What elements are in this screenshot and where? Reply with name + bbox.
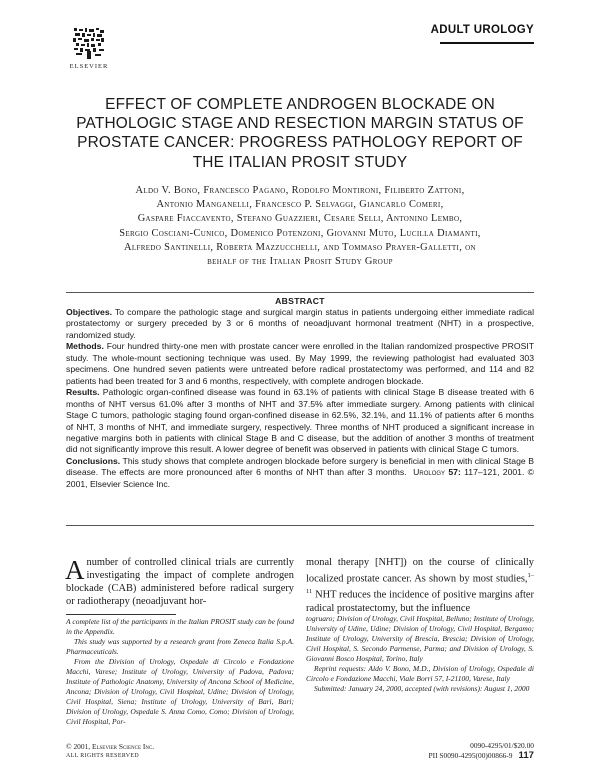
- footnote: From the Division of Urology, Ospedale di Circolo e Fondazione Macchi, Varese; Institute of Urology, University of Padova, Padova; Institute of Pathologic Anatomy, University of Ancona School of Medicine, Ancona; Division of Urology, Civil Hospital, Udine; Division of Urology, Civil Hospital, Siena; Institute of Urology, University of Bari, Bari; Division of Urology, Ospedale S. Anna Como, Como; Division of Urology, Civil Hospital, Por-: [66, 656, 294, 726]
- citation-journal: Urology: [413, 467, 446, 478]
- citation-volume: 57:: [448, 467, 461, 478]
- results-text: Pathologic organ-confined disease was found in 63.1% of patients with clinical Stage B disease treated with 6 months of NHT versus 61.0% after 3 months of NHT and 37.5% after immediate surgery. Among patients with clinical Stage C tumors, pathologic staging found organ-confined disease in 62.5%, 32.1%, and 11.1% of patients after 6 months of NHT, 3 months of NHT, and immediate surgery, respectively. Three months of NHT produced a significant increase in negative margins both in patients with clinical Stage B and C disease, but the addition of another 3 months of treatment did not significantly improve this result. A lower degree of benefit was observed in patients with clinical Stage C tumors.: [66, 387, 534, 455]
- abstract-methods: [66, 341, 534, 387]
- footnote: Submitted: January 24, 2000, accepted (with revisions): August 1, 2000: [314, 683, 530, 693]
- body-text: number of controlled clinical trials are currently investigating the impact of complete androgen blockade (CAB) administered before radical surgery or radiotherapy (neoadjuvant hor-: [66, 557, 294, 607]
- footer-identifiers: [429, 741, 534, 761]
- elsevier-logo: [66, 27, 112, 79]
- author-line: Aldo V. Bono, Francesco Pagano, Rodolfo Montironi, Filiberto Zattoni,: [135, 185, 465, 196]
- footnote: This study was supported by a research grant from Zeneca Italia S.p.A. Pharmaceuticals.: [66, 636, 294, 656]
- footnote: togruaro; Division of Urology, Civil Hospital, Belluno; Institute of Urology, University of Udine, Udine; Division of Urology, Civil Hospital, Bergamo; Institute of Urology, University of Brescia, Brescia; Division of Urology, Civil Hospital, S. Secondo Parmense, Parma; and Division of Urology, S. Giovanni Bosco Hospital, Torino, Italy: [306, 614, 534, 663]
- abstract-conclusions: [66, 456, 534, 490]
- footnote: Reprint requests: Aldo V. Bono, M.D., Division of Urology, Ospedale di Circolo e Fondazione Macchi, Viale Borri 57, I-21100, Varese, Italy: [306, 663, 534, 683]
- elsevier-tree-icon: [73, 27, 105, 59]
- footnote: A complete list of the participants in the Italian PROSIT study can be found in the Appendix.: [66, 617, 294, 636]
- objectives-label: Objectives.: [66, 307, 113, 317]
- section-label: ADULT UROLOGY: [430, 24, 534, 36]
- abstract-body: [66, 307, 534, 490]
- results-label: Results.: [66, 387, 100, 398]
- title-line: PROSTATE CANCER: PROGRESS PATHOLOGY REPORT OF: [77, 134, 523, 152]
- conclusions-label: Conclusions.: [66, 455, 121, 466]
- page-number: 117: [518, 749, 534, 761]
- abstract-heading: ABSTRACT: [275, 296, 325, 306]
- methods-text: Four hundred thirty-one men with prostate cancer were enrolled in the Italian randomized prospective PROSIT study. The whole-mount sectioning technique was used. By May 1999, the reviewing pathologist had evaluated 303 specimens. One hundred seven patients were untreated before radical prostatectomy was performed, and 114 and 82 patients had been treated for 3 and 6 months, respectively, with complete androgen blockade.: [66, 341, 534, 386]
- body-text: monal therapy [NHT]) on the course of clinically localized prostate cancer. As shown by most studies,: [306, 557, 534, 585]
- section-rule: [440, 42, 534, 44]
- reference-superscript: 1–11: [306, 572, 534, 596]
- body-text: NHT reduces the incidence of positive margins after radical prostatectomy, but the influence: [306, 589, 534, 614]
- author-line: Alfredo Santinelli, Roberta Mazzucchelli, and Tommaso Prayer-Galletti, on: [124, 241, 476, 253]
- author-line: Sergio Cosciani-Cunico, Domenico Potenzoni, Giovanni Muto, Lucilla Diamanti,: [119, 227, 481, 239]
- author-line: Antonio Manganelli, Francesco P. Selvaggi, Giancarlo Comeri,: [156, 199, 444, 211]
- author-line: Gaspare Fiaccavento, Stefano Guazzieri, Cesare Selli, Antonino Lembo,: [137, 213, 463, 225]
- footnotes-right: [306, 614, 534, 694]
- pii-text: PII S0090-4295(00)00866-9: [428, 750, 513, 760]
- body-column-right: [306, 556, 534, 615]
- abstract-results: [66, 387, 534, 456]
- abstract-objectives: [66, 307, 534, 341]
- abstract-bottom-rule: [66, 525, 534, 526]
- abstract-top-rule: [66, 292, 534, 293]
- copyright-text: © 2001, Elsevier Science Inc.: [66, 742, 155, 751]
- author-list: [66, 184, 534, 269]
- footnotes-left: [66, 617, 294, 726]
- objectives-text: To compare the pathologic stage and surgical margin status in patients undergoing either immediate radical prostatectomy or surgery preceded by 3 or 6 months of neoadjuvant hormonal treatment (NHT) in a prospective, randomized study.: [66, 307, 534, 340]
- title-line: EFFECT OF COMPLETE ANDROGEN BLOCKADE ON: [105, 96, 495, 113]
- methods-label: Methods.: [66, 341, 104, 352]
- article-title: [66, 95, 534, 172]
- conclusions-text: This study shows that complete androgen blockade before surgery is beneficial in men with clinical Stage B disease. The effects are more pronounced after 6 months of NHT than after 3 months.: [66, 455, 534, 478]
- rights-text: ALL RIGHTS RESERVED: [66, 752, 140, 759]
- citation-rest: 117–121, 2001. © 2001, Elsevier Science Inc.: [66, 467, 535, 489]
- publisher-mark: ELSEVIER: [69, 63, 109, 70]
- footer-copyright: [66, 742, 154, 761]
- footnote-rule: [66, 614, 176, 615]
- title-line: PATHOLOGIC STAGE AND RESECTION MARGIN STATUS OF: [76, 115, 524, 133]
- issn-text: 0090-4295/01/$20.00: [470, 741, 534, 750]
- title-line: THE ITALIAN PROSIT STUDY: [192, 153, 408, 171]
- drop-cap: A: [65, 555, 85, 585]
- author-line: behalf of the Italian Prosit Study Group: [207, 256, 393, 268]
- body-column-left: [66, 556, 294, 608]
